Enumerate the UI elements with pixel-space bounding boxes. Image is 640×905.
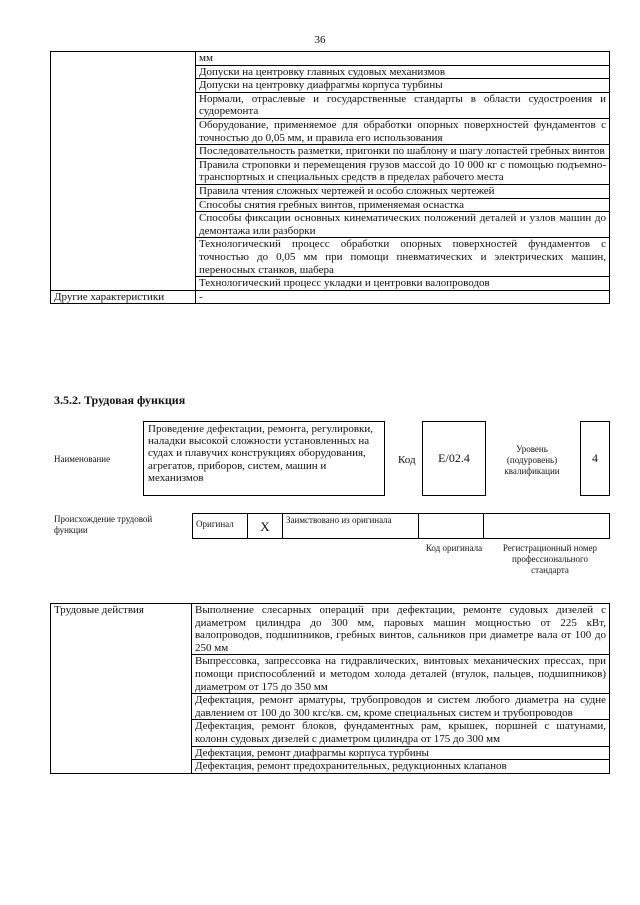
function-code-label: Код [398, 454, 416, 466]
knowledge-item: Допуски на центровку диафрагмы корпуса турбины [196, 79, 610, 93]
knowledge-item: Нормали, отраслевые и государственные стандарты в области судостроения и судоремонта [196, 92, 610, 118]
origin-label: Происхождение трудовой функции [54, 514, 153, 535]
original-mark: X [248, 514, 283, 538]
knowledge-item: Правила чтения сложных чертежей и особо сложных чертежей [196, 184, 610, 198]
knowledge-label-cell [51, 52, 196, 291]
knowledge-item: Технологический процесс укладки и центровки валопроводов [196, 277, 610, 291]
labor-actions-table [50, 603, 610, 774]
labor-action-item: Дефектация, ремонт блоков, фундаментных рам, крышек, поршней с шатунами, колонн судовых дизелей с диаметром цилиндра от 175 до 300 мм [192, 720, 610, 746]
other-characteristics-value: - [196, 290, 610, 304]
labor-action-item: Дефектация, ремонт предохранительных, редукционных клапанов [192, 760, 610, 774]
knowledge-table [50, 51, 610, 304]
labor-action-item: Дефектация, ремонт арматуры, трубопроводов и систем любого диаметра на судне давлением от 100 до 300 кгс/кв. см, кроме специальных систем и трубопроводов [192, 694, 610, 720]
registration-number-caption: Регистрационный номер профессионального стандарта [502, 543, 598, 575]
original-code-cell [419, 514, 484, 538]
knowledge-item: Способы фиксации основных кинематических положений деталей и узлов машин до демонтажа или разборки [196, 212, 610, 238]
labor-action-item: Выпрессовка, запрессовка на гидравлических, винтовых механических прессах, при помощи приспособлений и методом холода деталей (втулок, пальцев, подшипников) диаметром от 175 до 350 мм [192, 655, 610, 694]
labor-action-item: Дефектация, ремонт диафрагмы корпуса турбины [192, 746, 610, 760]
knowledge-item: мм [196, 52, 610, 66]
page-number: 36 [314, 34, 326, 46]
knowledge-item: Технологический процесс обработки опорных поверхностей фундаментов с точностью до 0,05 мм при помощи пневматических и электрических машин, переносных станков, шабера [196, 238, 610, 277]
qualification-level-box: 4 [580, 421, 610, 496]
borrowed-label: Заимствовано из оригинала [283, 514, 419, 538]
original-code-caption: Код оригинала [425, 543, 483, 553]
labor-actions-label: Трудовые действия [51, 604, 192, 774]
section-title: 3.5.2. Трудовая функция [54, 393, 186, 407]
knowledge-item: Допуски на центровку главных судовых механизмов [196, 65, 610, 79]
function-name-label: Наименование [54, 454, 111, 464]
function-code-box: E/02.4 [422, 421, 486, 496]
qualification-level-label: Уровень (подуровень) квалификации [504, 444, 560, 476]
origin-row [192, 513, 610, 539]
labor-action-item: Выполнение слесарных операций при дефектации, ремонте судовых дизелей с диаметром цилиндра до 300 мм, паровых машин мощностью от 225 кВт, валопроводов, подшипников, гребных винтов, сальников при диаметре вала от 100 до 250 мм [192, 604, 610, 655]
other-characteristics-label: Другие характеристики [51, 290, 196, 304]
knowledge-item: Оборудование, применяемое для обработки опорных поверхностей фундаментов с точностью до 0,05 мм, и правила его использования [196, 118, 610, 144]
knowledge-item: Правила строповки и перемещения грузов массой до 10 000 кг с помощью подъемно-транспортных и специальных средств в пределах рабочего места [196, 158, 610, 184]
knowledge-item: Последовательность разметки, пригонки по шаблону и шагу лопастей гребных винтов [196, 145, 610, 159]
knowledge-item: Способы снятия гребных винтов, применяемая оснастка [196, 198, 610, 212]
registration-number-cell [484, 514, 609, 538]
original-label: Оригинал [193, 514, 248, 538]
function-name-box: Проведение дефектации, ремонта, регулировки, наладки высокой сложности установленных на судах и плавучих конструкциях оборудования, агрегатов, приборов, систем, машин и механизмов [143, 421, 385, 496]
